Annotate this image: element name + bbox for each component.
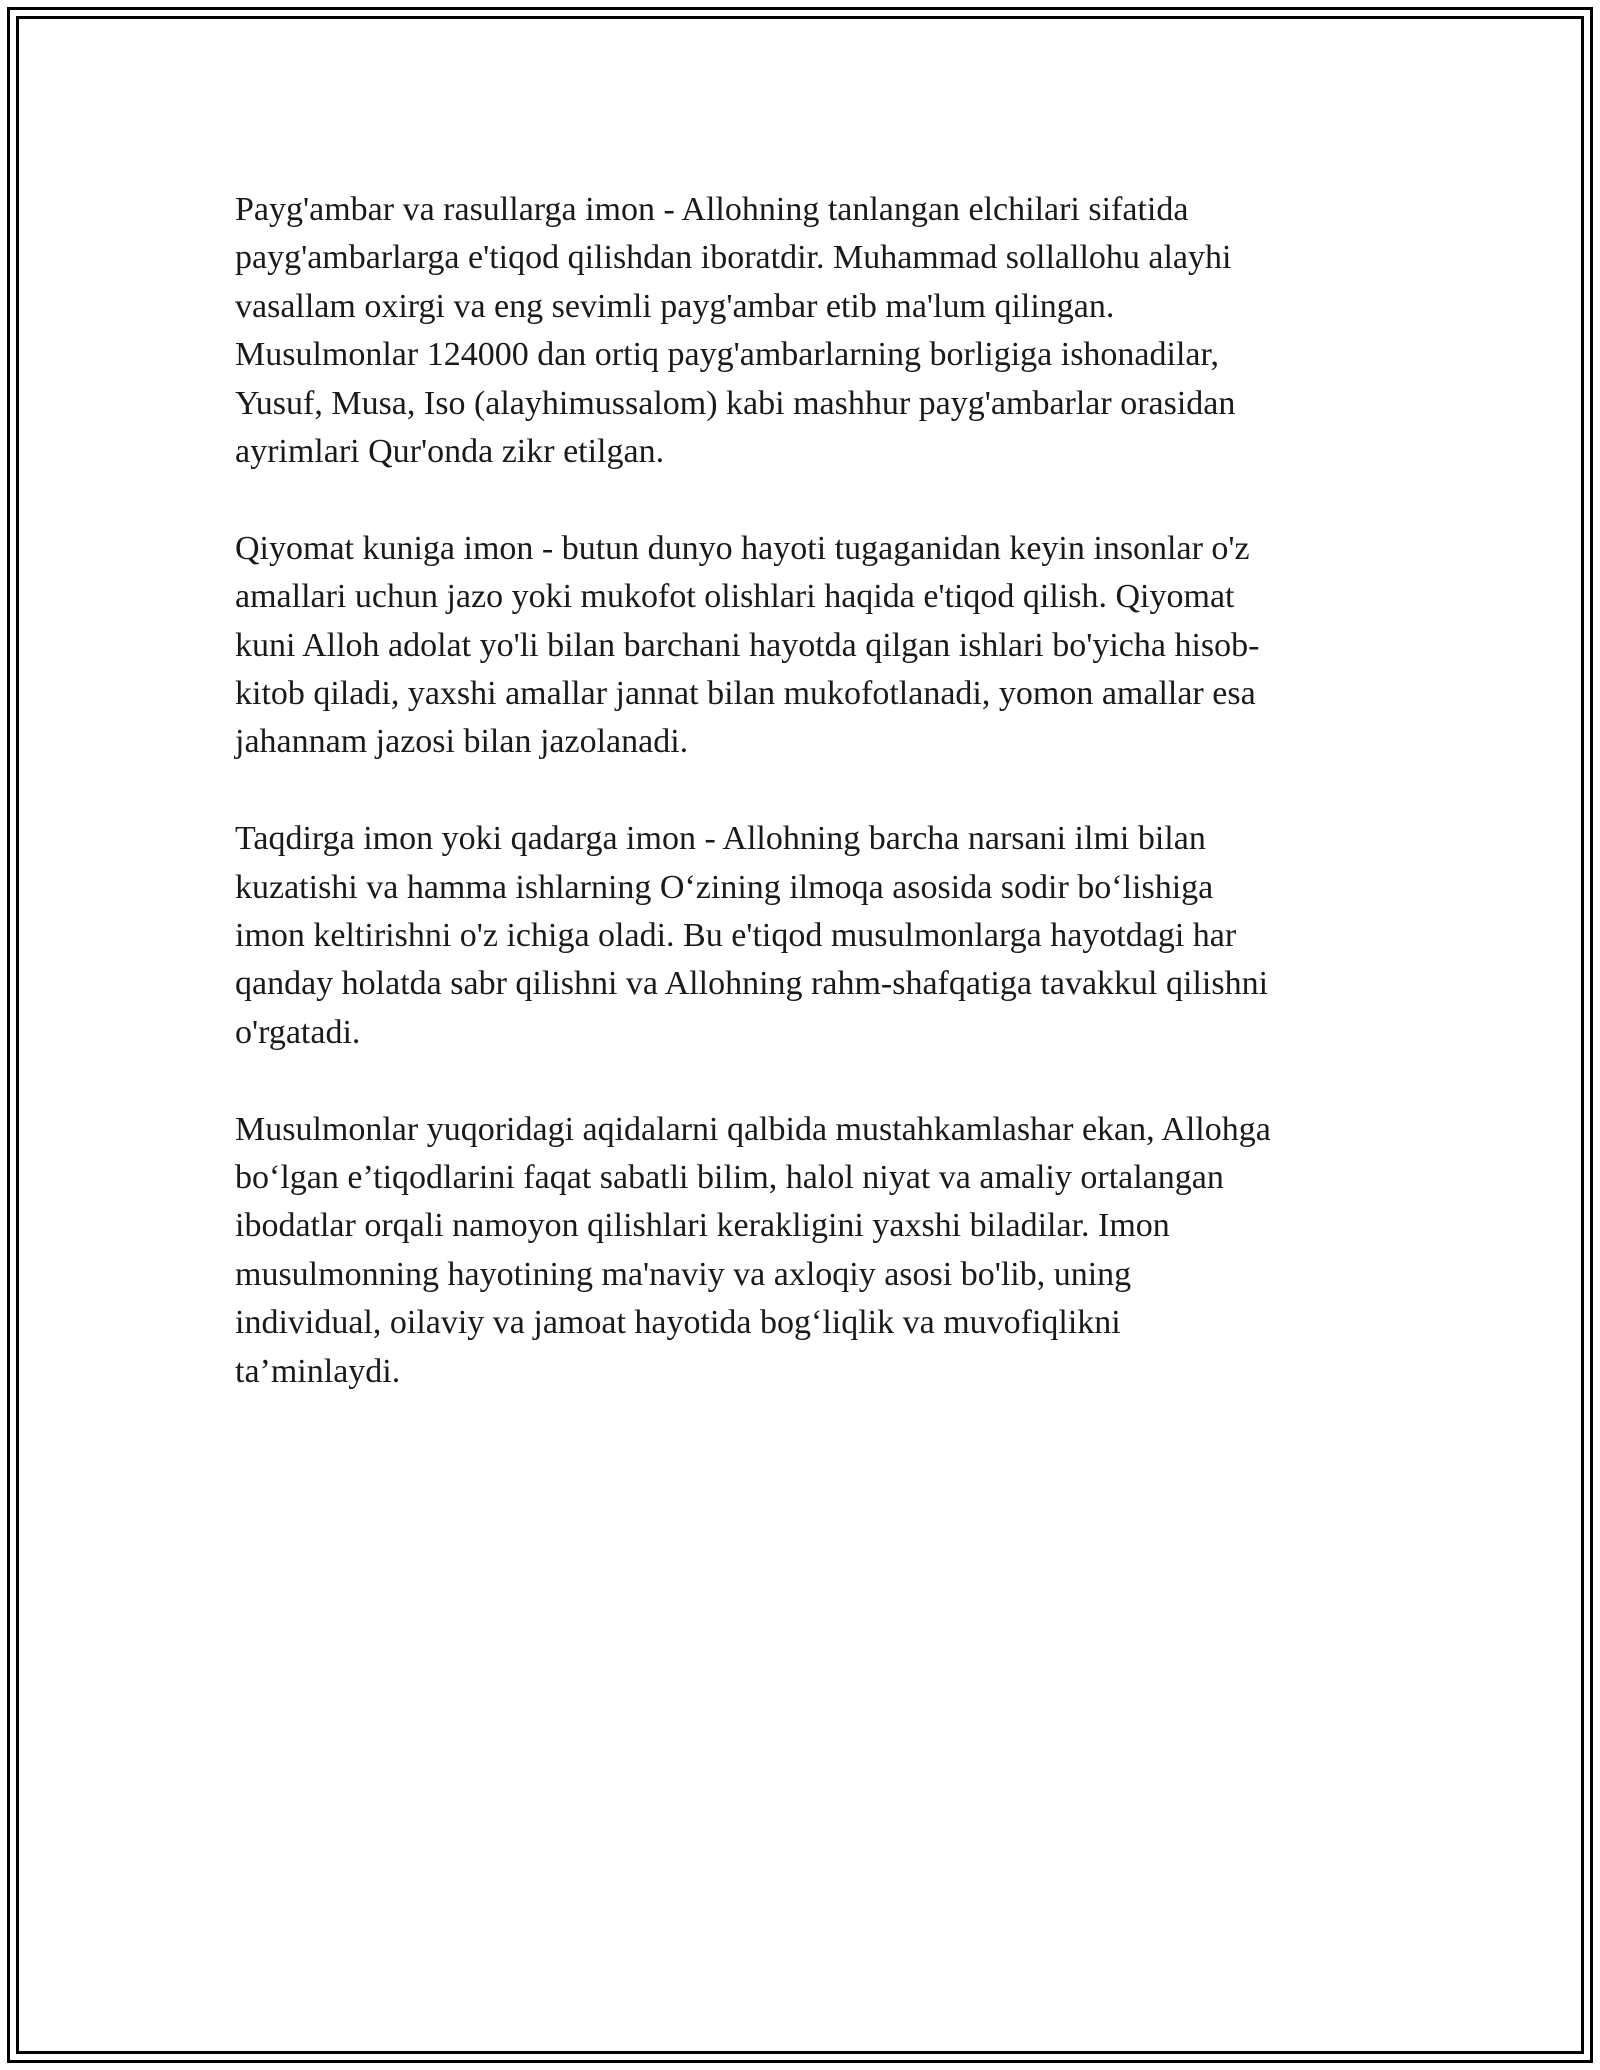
paragraph-destiny: Taqdirga imon yoki qadarga imon - Allohning barcha narsani ilmi bilan kuzatishi va hamma ishlarning O‘zining ilmoqa asosida sodir bo‘lishiga imon keltirishni o'z ichiga oladi. Bu e'tiqod musulmonlarga hayotdagi har qanday holatda sabr qilishni va Allohning rahm-shafqatiga tavakkul qilishni o'rgatadi. xyxy=(235,820,1269,1051)
paragraph-conclusion: Musulmonlar yuqoridagi aqidalarni qalbida mustahkamlashar ekan, Allohga bo‘lgan e’tiqodlarini faqat sabatli bilim, halol niyat va amaliy ortalangan ibodatlar orqali namoyon qilishlari kerakligini yaxshi biladilar. Imon musulmonning hayotining ma'naviy va axloqiy asosi bo'lib, uning individual, oilaviy va jamoat hayotida bog‘liqlik va muvofiqlikni ta’minlaydi. xyxy=(235,1110,1271,1390)
paragraph-judgment-day: Qiyomat kuniga imon - butun dunyo hayoti tugaganidan keyin insonlar o'z amallari uchun jazo yoki mukofot olishlari haqida e'tiqod qilish. Qiyomat kuni Alloh adolat yo'li bilan barchani hayotda qilgan ishlari bo'yicha hisob- kitob qiladi, yaxshi amallar jannat bilan mukofotlanadi, yomon amallar esa jahannam jazosi bilan jazolanadi. xyxy=(235,529,1260,761)
document-body xyxy=(235,186,1385,1445)
paragraph-prophets: Payg'ambar va rasullarga imon - Allohning tanlangan elchilari sifatida payg'ambarlarga e'tiqod qilishdan iboratdir. Muhammad sollallohu alayhi vasallam oxirgi va eng sevimli payg'ambar etib ma'lum qilingan. Musulmonlar 124000 dan ortiq payg'ambarlarning borligiga ishonadilar, Yusuf, Musa, Iso (alayhimussalom) kabi mashhur payg'ambarlar orasidan ayrimlari Qur'onda zikr etilgan. xyxy=(235,191,1236,471)
